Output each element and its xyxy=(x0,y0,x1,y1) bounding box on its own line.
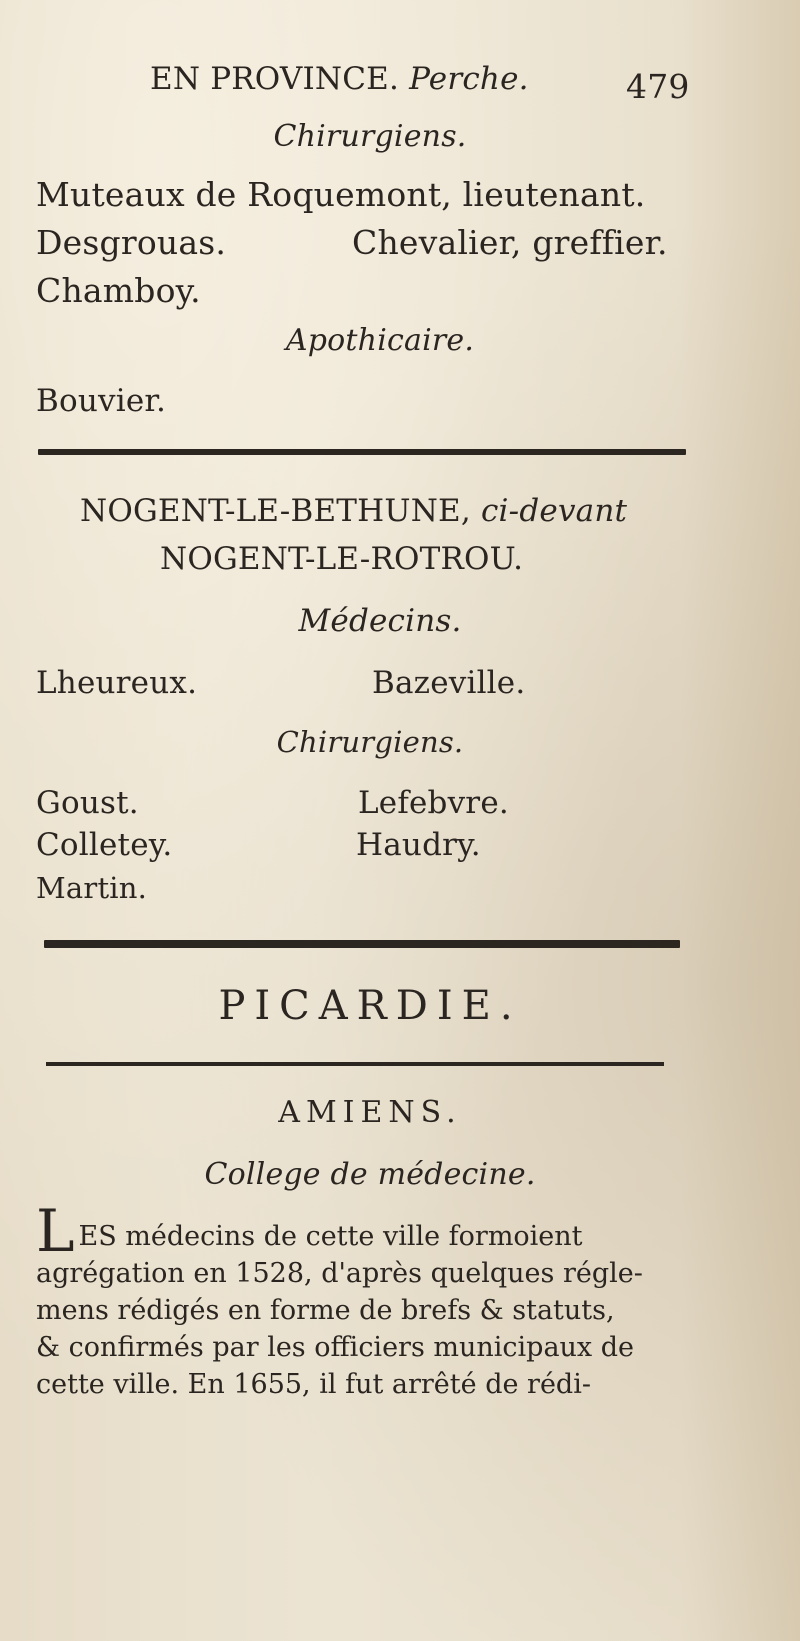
entry-line-right: Haudry. xyxy=(356,827,481,863)
city-title-line2: NOGENT-LE-ROTROU. xyxy=(160,541,524,577)
entry-line: Colletey. xyxy=(36,827,173,863)
entry-line: Goust. xyxy=(36,785,139,821)
section-heading-chirurgiens-2: Chirurgiens. xyxy=(276,725,464,759)
entry-line-right: Bazeville. xyxy=(372,665,526,701)
paragraph-line-text: ES médecins de cette ville formoient xyxy=(78,1221,583,1252)
entry-line: Muteaux de Roquemont, lieutenant. xyxy=(36,175,646,214)
paragraph-line: agrégation en 1528, d'après quelques régle- xyxy=(36,1258,643,1289)
city-title-italic: ci-devant xyxy=(481,493,628,529)
running-subtitle: Perche. xyxy=(409,61,529,97)
drop-cap: L xyxy=(36,1197,75,1265)
section-divider xyxy=(38,449,686,455)
running-title: EN PROVINCE. xyxy=(150,61,400,97)
page-number: 479 xyxy=(626,67,690,106)
city-title: AMIENS. xyxy=(278,1095,462,1130)
entry-line: Bouvier. xyxy=(36,383,167,419)
paragraph-line: & confirmés par les officiers municipaux de xyxy=(36,1332,635,1363)
section-heading-apothicaire: Apothicaire. xyxy=(285,323,475,358)
paragraph-line xyxy=(36,1197,686,1265)
entry-line-right: Lefebvre. xyxy=(358,785,509,821)
section-divider xyxy=(44,940,680,948)
city-title-main: NOGENT-LE-BETHUNE, xyxy=(80,493,471,529)
entry-line: Chamboy. xyxy=(36,271,201,310)
entry-line-right: Chevalier, greffier. xyxy=(352,223,668,262)
running-header xyxy=(150,61,529,97)
entry-line: Desgrouas. xyxy=(36,223,227,262)
province-title: PICARDIE. xyxy=(218,983,522,1029)
section-heading-chirurgiens: Chirurgiens. xyxy=(273,119,467,154)
city-title-line1 xyxy=(80,493,628,529)
paragraph-line: cette ville. En 1655, il fut arrêté de rédi- xyxy=(36,1369,591,1400)
entry-line: Martin. xyxy=(36,871,148,905)
entry-line: Lheureux. xyxy=(36,665,198,701)
body-paragraph xyxy=(36,1197,686,1403)
paragraph-line: mens rédigés en forme de brefs & statuts, xyxy=(36,1295,615,1326)
section-heading-college: College de médecine. xyxy=(204,1157,536,1192)
section-heading-medecins: Médecins. xyxy=(298,603,462,639)
section-divider xyxy=(46,1062,664,1066)
